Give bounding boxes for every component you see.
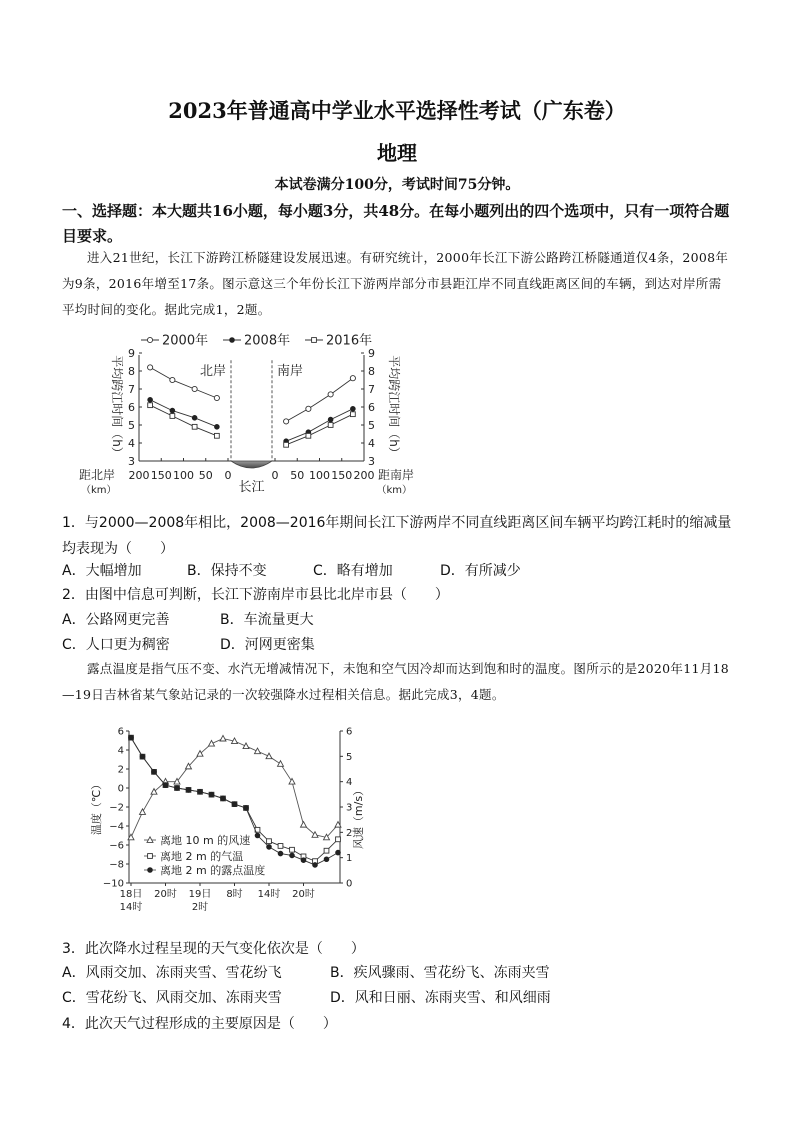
series-2-point	[290, 853, 295, 858]
series-2-point	[152, 770, 157, 775]
series-0-north-point	[170, 377, 175, 382]
score-line: 本试卷满分100分，考试时间75分钟。	[274, 177, 520, 193]
river-shape	[231, 461, 272, 468]
time-tick-label-2: 14时	[119, 902, 143, 913]
temp-axis-title: 温度（℃）	[90, 778, 103, 836]
wind-tick-label: 3	[346, 802, 353, 814]
series-0-point	[243, 743, 249, 749]
q2-option-a[interactable]: A．公路网更完善	[62, 612, 170, 628]
legend-2-marker	[312, 338, 317, 343]
south-x-tick-label: 0	[271, 469, 279, 482]
series-2-point	[255, 833, 260, 838]
time-tick-label: 20时	[292, 889, 315, 900]
temp-tick-label: −10	[102, 878, 124, 890]
series-0-south-line	[286, 378, 353, 421]
time-tick-label-2: 2时	[191, 902, 209, 913]
question-2: 2．由图中信息可判断，长江下游南岸市县比北岸市县（ ）	[62, 587, 449, 603]
right-y-axis-title: 平均跨江时间（h）	[387, 355, 401, 459]
wind-tick-label: 2	[346, 827, 353, 839]
series-2-south-line	[286, 414, 353, 445]
series-1-north-point	[215, 425, 220, 430]
wind-tick-label: 1	[346, 853, 353, 865]
series-2-point	[301, 858, 306, 863]
south-x-tick-label: 100	[309, 469, 330, 482]
time-tick-label: 14时	[257, 889, 281, 900]
series-2-point	[163, 783, 168, 788]
series-1-point	[324, 848, 329, 853]
series-2-point	[209, 792, 214, 797]
series-2-north-point	[192, 424, 197, 429]
temp-tick-label: −4	[109, 821, 124, 833]
question-3: 3．此次降水过程呈现的天气变化依次是（ ）	[62, 941, 365, 957]
temp-tick-label: 6	[117, 726, 124, 738]
q1-option-b[interactable]: B．保持不变	[187, 563, 267, 579]
question-1-options	[62, 560, 742, 584]
q3-option-d[interactable]: D．风和日丽、冻雨夹雪、和风细雨	[330, 990, 551, 1006]
series-2-point	[175, 786, 180, 791]
legend-0-label: 离地 10 m 的风速	[160, 834, 251, 847]
temp-tick-label: 2	[117, 764, 124, 776]
series-0-point	[255, 748, 261, 754]
north-x-tick-label: 200	[128, 469, 150, 482]
series-1-point	[336, 837, 341, 842]
legend-0-marker	[147, 837, 153, 843]
temp-tick-label: 0	[117, 783, 124, 795]
temp-tick-label: 4	[117, 745, 124, 757]
series-2-south-point	[350, 412, 355, 417]
exam-title: 2023年普通高中学业水平选择性考试（广东卷）	[168, 98, 626, 123]
north-x-tick-label: 100	[173, 469, 194, 482]
right-y-tick-label: 3	[368, 455, 375, 468]
north-bank-label: 北岸	[199, 364, 227, 379]
south-bank-label: 南岸	[276, 364, 304, 379]
left-y-tick-label: 9	[128, 347, 135, 360]
series-2-point	[313, 863, 318, 868]
legend-1-marker	[230, 338, 235, 343]
q1-option-d[interactable]: D．有所减少	[440, 563, 521, 579]
series-0-south-point	[328, 392, 333, 397]
series-0-north-point	[214, 395, 219, 400]
series-2-north-point	[148, 403, 153, 408]
temp-tick-label: −8	[109, 859, 124, 871]
series-2-point	[278, 851, 283, 856]
series-2-point	[324, 857, 329, 862]
series-1-south-line	[286, 409, 353, 441]
question-2-options	[62, 609, 742, 633]
section-instruction: 一、选择题：本大题共16小题，每小题3分，共48分。在每小题列出的四个选项中，只有一项符合题目要求。	[62, 202, 730, 245]
series-0-south-point	[306, 406, 311, 411]
question-2-options-row2	[62, 634, 742, 658]
series-0-south-point	[350, 376, 355, 381]
wind-tick-label: 0	[346, 878, 353, 890]
left-y-axis-title: 平均跨江时间（h）	[110, 355, 124, 459]
passage-dewpoint: 露点温度是指气压不变、水汽无增减情况下，未饱和空气因冷却而达到饱和时的温度。图所示的是2020年11月18—19日吉林省某气象站记录的一次较强降水过程相关信息。据此完成3，4题。	[62, 661, 730, 702]
series-2-point	[336, 850, 341, 855]
series-0-north-point	[148, 365, 153, 370]
bridge-time-chart	[75, 328, 425, 498]
series-2-north-line	[150, 405, 217, 436]
wind-tick-label: 5	[346, 751, 353, 763]
series-0-point	[140, 809, 146, 815]
right-y-tick-label: 9	[368, 347, 375, 360]
legend-1-label: 2008年	[244, 333, 291, 349]
series-2-point	[221, 796, 226, 801]
question-3-options	[62, 962, 742, 986]
time-tick-label: 8时	[226, 889, 243, 900]
right-y-tick-label: 8	[368, 365, 375, 378]
series-1-north-point	[192, 416, 197, 421]
north-x-axis-title: 距北岸	[79, 468, 116, 482]
series-1-north-point	[170, 408, 175, 413]
series-2-south-point	[284, 442, 289, 447]
legend-1-label: 离地 2 m 的气温	[160, 850, 244, 863]
south-x-axis-title: 距南岸	[377, 468, 414, 482]
right-y-tick-label: 7	[368, 383, 375, 396]
temp-tick-label: −6	[109, 840, 124, 852]
weather-process-chart	[88, 722, 368, 922]
series-0-point	[301, 822, 307, 828]
legend-0-label: 2000年	[162, 333, 209, 349]
left-y-tick-label: 7	[128, 383, 135, 396]
north-x-unit: （km）	[81, 485, 117, 496]
series-0-line	[131, 739, 338, 838]
q2-option-c[interactable]: C．人口更为稠密	[62, 637, 170, 653]
series-2-point	[232, 802, 237, 807]
right-y-tick-label: 5	[368, 419, 375, 432]
q3-option-a[interactable]: A．风雨交加、冻雨夹雪、雪花纷飞	[62, 965, 282, 981]
q2-option-b[interactable]: B．车流量更大	[220, 612, 314, 628]
series-2-south-point	[306, 433, 311, 438]
subject-title: 地理	[377, 141, 417, 165]
time-tick-label: 20时	[154, 889, 177, 900]
series-2-point	[186, 788, 191, 793]
series-1-north-line	[150, 400, 217, 427]
legend-1-marker	[148, 854, 153, 859]
south-x-tick-label: 50	[290, 469, 305, 482]
series-1-north-point	[148, 398, 153, 403]
legend-2-marker	[148, 868, 153, 873]
wind-axis-title: 风速（m/s）	[352, 784, 365, 850]
wind-tick-label: 4	[346, 777, 353, 789]
left-y-tick-label: 3	[128, 455, 135, 468]
series-0-point	[289, 778, 295, 784]
left-y-tick-label: 5	[128, 419, 135, 432]
series-2-point	[198, 790, 203, 795]
series-2-north-point	[170, 414, 175, 419]
series-0-point	[209, 740, 215, 746]
legend-2-label: 2016年	[326, 333, 373, 349]
series-2-north-point	[214, 433, 219, 438]
north-x-tick-label: 150	[150, 469, 172, 482]
passage-bridges: 进入21世纪，长江下游跨江桥隧建设发展迅速。有研究统计，2000年长江下游公路跨江桥隧通道仅4条，2008年为9条，2016年增至17条。图示意这三个年份长江下游两岸部分市县距江岸不同直线距离区间的车辆，到达对岸所需平均时间的变化。据此完成1，2题。	[62, 250, 729, 317]
series-1-point	[290, 847, 295, 852]
south-x-tick-label: 200	[353, 469, 375, 482]
question-1: 1．与2000—2008年相比，2008—2016年期间长江下游两岸不同直线距离区间车辆平均跨江耗时的缩减量均表现为（ ）	[62, 515, 732, 557]
temp-tick-label: −2	[109, 802, 124, 814]
q1-option-c[interactable]: C．略有增加	[313, 563, 393, 579]
series-0-point	[220, 735, 226, 741]
north-x-tick-label: 0	[224, 469, 232, 482]
series-0-south-point	[284, 419, 289, 424]
series-0-north-point	[192, 386, 197, 391]
river-label: 长江	[238, 480, 265, 495]
left-y-tick-label: 4	[128, 437, 135, 450]
left-y-tick-label: 8	[128, 365, 135, 378]
series-2-point	[129, 735, 134, 740]
q1-option-a[interactable]: A．大幅增加	[62, 563, 142, 579]
time-tick-label: 18日	[119, 889, 143, 900]
q2-option-d[interactable]: D．河网更密集	[220, 637, 315, 653]
series-2-point	[244, 806, 249, 811]
legend-0-marker	[147, 337, 152, 342]
question-3-options-row2	[62, 987, 742, 1011]
right-y-tick-label: 4	[368, 437, 375, 450]
series-2-south-point	[328, 423, 333, 428]
legend-2-label: 离地 2 m 的露点温度	[160, 864, 266, 877]
south-x-unit: （km）	[376, 485, 412, 496]
south-x-tick-label: 150	[331, 469, 353, 482]
time-tick-label: 19日	[188, 889, 212, 900]
q3-option-b[interactable]: B．疾风骤雨、雪花纷飞、冻雨夹雪	[330, 965, 550, 981]
series-2-point	[267, 845, 272, 850]
q3-option-c[interactable]: C．雪花纷飞、风雨交加、冻雨夹雪	[62, 990, 282, 1006]
left-y-tick-label: 6	[128, 401, 135, 414]
question-4: 4．此次天气过程形成的主要原因是（ ）	[62, 1016, 337, 1032]
wind-tick-label: 6	[346, 726, 353, 738]
right-y-tick-label: 6	[368, 401, 375, 414]
series-0-point	[266, 753, 272, 759]
north-x-tick-label: 50	[198, 469, 213, 482]
series-1-south-point	[351, 407, 356, 412]
series-1-point	[278, 844, 283, 849]
series-2-point	[140, 754, 145, 759]
series-1-south-point	[328, 417, 333, 422]
series-1-point	[267, 839, 272, 844]
series-0-point	[278, 761, 284, 767]
